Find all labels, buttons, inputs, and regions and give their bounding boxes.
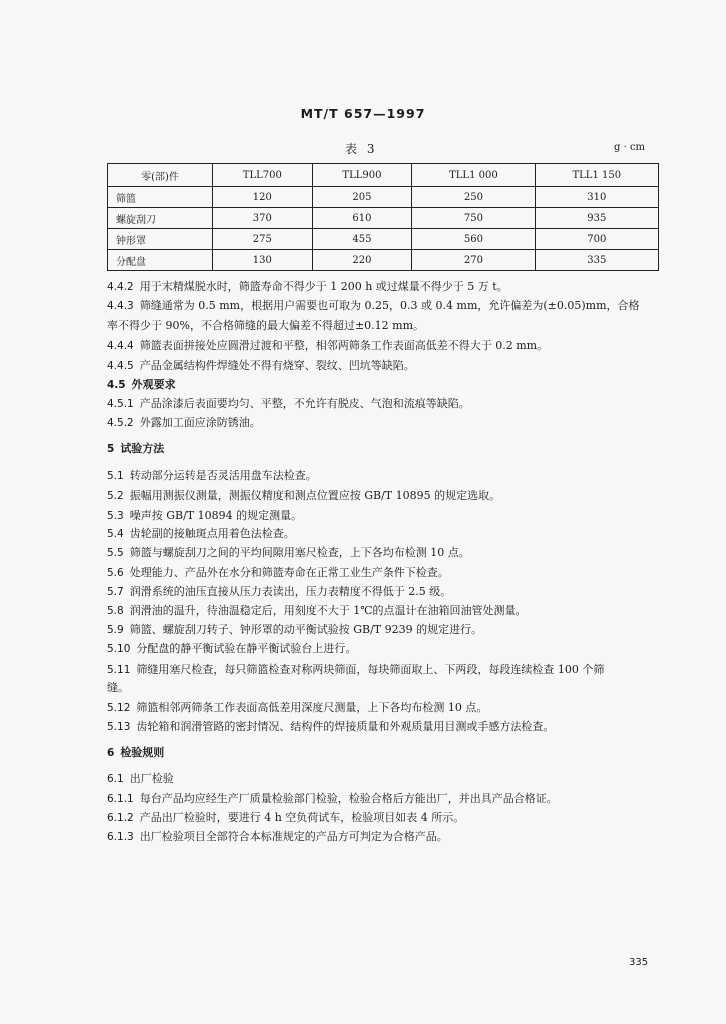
page-number: 335 xyxy=(629,957,649,968)
table-cell: 935 xyxy=(535,208,658,229)
clause-5-10: 5.10 分配盘的静平衡试验在静平衡试验台上进行。 xyxy=(107,642,357,655)
clause-4-5-2: 4.5.2 外露加工面应涂防锈油。 xyxy=(107,416,261,429)
table-cell: 270 xyxy=(412,250,535,271)
clause-6-1-2: 6.1.2 产品出厂检验时，要进行 4 h 空负荷试车，检验项目如表 4 所示。 xyxy=(107,811,465,824)
table-cell: 130 xyxy=(213,250,313,271)
standard-header: MT/T 657—1997 xyxy=(300,106,426,121)
table-cell: 220 xyxy=(312,250,412,271)
table-cell: 750 xyxy=(412,208,535,229)
clause-5-6: 5.6 处理能力、产品外在水分和筛篮寿命在正常工业生产条件下检查。 xyxy=(107,566,449,579)
table-cell: 560 xyxy=(412,229,535,250)
clause-5-1: 5.1 转动部分运转是否灵活用盘车法检查。 xyxy=(107,469,317,482)
table-header-cell: TLL1 150 xyxy=(535,164,658,187)
table-unit: g · cm xyxy=(614,142,646,153)
clause-5-2: 5.2 振幅用测振仪测量，测振仪精度和测点位置应按 GB/T 10895 的规定选取。 xyxy=(107,489,501,502)
table-cell: 205 xyxy=(312,187,412,208)
table-header-cell: TLL700 xyxy=(213,164,313,187)
table-cell: 310 xyxy=(535,187,658,208)
clause-5-12: 5.12 筛篮相邻两筛条工作表面高低差用深度尺测量，上下各均布检测 10 点。 xyxy=(107,701,488,714)
table-cell: 370 xyxy=(213,208,313,229)
table-cell: 筛篮 xyxy=(108,187,213,208)
table-header-row xyxy=(108,164,659,187)
table-row xyxy=(108,187,659,208)
table-cell: 455 xyxy=(312,229,412,250)
table-row xyxy=(108,229,659,250)
clause-5-4: 5.4 齿轮副的接触斑点用着色法检查。 xyxy=(107,527,295,540)
clause-4-4-3-continued: 率不得少于 90%，不合格筛缝的最大偏差不得超过±0.12 mm。 xyxy=(107,319,425,332)
clause-5-3: 5.3 噪声按 GB/T 10894 的规定测量。 xyxy=(107,509,303,522)
clause-5-8: 5.8 润滑油的温升，待油温稳定后，用刻度不大于 1℃的点温计在油箱回油管处测量。 xyxy=(107,604,527,617)
table-caption: 表 3 xyxy=(345,142,378,156)
clause-5-9: 5.9 筛篮、螺旋刮刀转子、钟形罩的动平衡试验按 GB/T 9239 的规定进行。 xyxy=(107,623,483,636)
clause-4-5-1: 4.5.1 产品涂漆后表面要均匀、平整，不允许有脱皮、气泡和流痕等缺陷。 xyxy=(107,397,470,410)
clause-5-7: 5.7 润滑系统的油压直接从压力表读出，压力表精度不得低于 2.5 级。 xyxy=(107,585,452,598)
clause-4-4-4: 4.4.4 筛篮表面拼接处应圆滑过渡和平整，相邻两筛条工作表面高低差不得大于 0.2 mm。 xyxy=(107,339,549,352)
section-5-heading: 5 试验方法 xyxy=(107,442,165,455)
table-cell: 钟形罩 xyxy=(108,229,213,250)
clause-6-1-1: 6.1.1 每台产品均应经生产厂质量检验部门检验，检验合格后方能出厂，并出具产品合格证。 xyxy=(107,792,558,805)
clause-4-4-3: 4.4.3 筛缝通常为 0.5 mm，根据用户需要也可取为 0.25，0.3 或 0.4 mm，允许偏差为(±0.05)mm，合格 xyxy=(107,299,640,312)
balance-table xyxy=(107,163,659,271)
table-cell: 610 xyxy=(312,208,412,229)
table-cell: 分配盘 xyxy=(108,250,213,271)
table-cell: 120 xyxy=(213,187,313,208)
clause-4-4-5: 4.4.5 产品金属结构件焊缝处不得有烧穿、裂纹、凹坑等缺陷。 xyxy=(107,359,415,372)
clause-5-5: 5.5 筛篮与螺旋刮刀之间的平均间隙用塞尺检查，上下各均布检测 10 点。 xyxy=(107,546,470,559)
table-row xyxy=(108,250,659,271)
clause-5-11-continued: 缝。 xyxy=(107,681,129,694)
clause-6-1: 6.1 出厂检验 xyxy=(107,772,174,785)
table-cell: 螺旋刮刀 xyxy=(108,208,213,229)
table-header-cell: 零(部)件 xyxy=(108,164,213,187)
table-header-cell: TLL1 000 xyxy=(412,164,535,187)
clause-5-11: 5.11 筛缝用塞尺检查，每只筛篮检查对称两块筛面，每块筛面取上、下两段，每段连续检查 100 个筛 xyxy=(107,663,605,676)
clause-5-13: 5.13 齿轮箱和润滑管路的密封情况、结构件的焊接质量和外观质量用目测或手感方法检查。 xyxy=(107,720,555,733)
clause-4-4-2: 4.4.2 用于末精煤脱水时，筛篮寿命不得少于 1 200 h 或过煤量不得少于 5 万 t。 xyxy=(107,280,508,293)
table-cell: 700 xyxy=(535,229,658,250)
table-cell: 335 xyxy=(535,250,658,271)
clause-6-1-3: 6.1.3 出厂检验项目全部符合本标准规定的产品方可判定为合格产品。 xyxy=(107,830,448,843)
table-row xyxy=(108,208,659,229)
table-header-cell: TLL900 xyxy=(312,164,412,187)
table-cell: 250 xyxy=(412,187,535,208)
table-cell: 275 xyxy=(213,229,313,250)
section-6-heading: 6 检验规则 xyxy=(107,746,165,759)
section-4-5-heading: 4.5 外观要求 xyxy=(107,378,176,391)
